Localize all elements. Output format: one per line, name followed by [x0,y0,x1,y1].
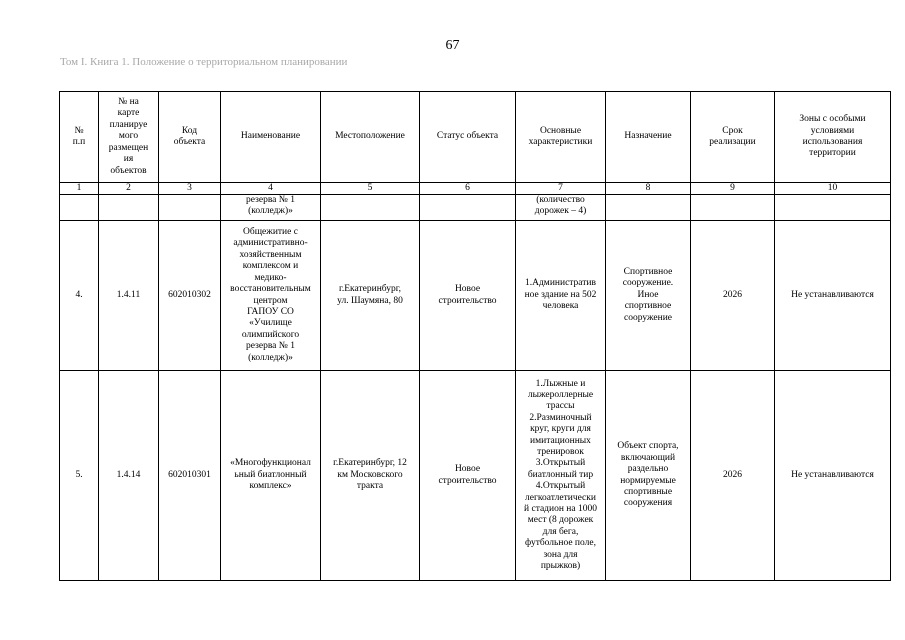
cell-line: Срок [722,125,743,136]
cell-line: комплексом и [242,261,299,272]
table-cell [516,195,606,221]
cell-line: планируе [109,119,148,130]
table-cell [691,221,775,371]
cell-line: Основные [539,125,582,136]
table-cell [606,371,691,581]
cell-line: футбольное поле, [525,538,596,549]
cell-line: 4.Открытый [535,481,586,492]
cell-line: ия [123,154,134,165]
cell-line: дорожек – 4) [534,206,587,217]
planning-table [59,91,891,581]
cell-line: й стадион на 1000 [524,504,597,515]
table-cell [221,221,321,371]
cell-line: нормируемые [620,475,676,486]
table-row [60,221,891,371]
table-cell [321,221,420,371]
cell-line: объектов [110,165,147,176]
cell-line: Наименование [240,131,301,142]
cell-line: легкоатлетически [525,492,596,503]
cell-line: медико- [254,272,287,283]
table-cell [99,221,159,371]
cell-line: 1.Лыжные и [535,378,586,389]
cell-line: 2026 [723,289,742,300]
cell-line: зона для [543,549,578,560]
cell-line: ГАПОУ СО [247,306,294,317]
cell-line: мого [118,131,139,142]
table-cell [606,195,691,221]
table-row [60,195,891,221]
cell-line: «Училище [249,318,292,329]
cell-line: резерва № 1 [246,195,295,205]
table-cell [420,221,516,371]
column-number: 2 [99,183,159,195]
cell-line: биатлонный тир [527,469,594,480]
column-number: 10 [775,183,891,195]
table-cell [221,195,321,221]
header-cell [99,92,159,183]
cell-line: № [74,125,84,136]
table-cell [159,371,221,581]
header-cell [606,92,691,183]
cell-line: Иное [637,289,659,300]
column-number: 4 [221,183,321,195]
cell-line: (колледж)» [248,352,293,363]
header-cell [159,92,221,183]
header-cell [221,92,321,183]
cell-line: карте [117,108,140,119]
table-header-row [60,92,891,183]
column-number: 9 [691,183,775,195]
cell-line: № на [118,97,139,108]
header-cell [321,92,420,183]
cell-line: строительство [438,475,497,486]
table-cell [775,221,891,371]
table-cell [60,371,99,581]
table-cell [420,195,516,221]
cell-line: спортивное [624,301,672,312]
table-cell [60,195,99,221]
cell-line: Общежитие с [243,227,298,238]
cell-line: размещен [108,142,149,153]
cell-line: резерва № 1 [246,341,295,352]
cell-line: Местоположение [335,131,405,142]
cell-line: тракта [356,481,384,492]
cell-line: 1.4.11 [116,289,141,300]
header-cell [420,92,516,183]
cell-line: человека [542,301,579,312]
cell-line: круг, круги для [530,424,591,435]
column-number: 5 [321,183,420,195]
table-cell [159,195,221,221]
page-number: 67 [445,38,460,53]
header-cell [775,92,891,183]
cell-line: Спортивное [623,266,673,277]
cell-line: Не устанавливаются [791,469,874,480]
cell-line: строительство [438,295,497,306]
table-cell [691,195,775,221]
cell-line: тренировок [537,446,584,457]
cell-line: 3.Открытый [535,458,586,469]
table-cell [775,371,891,581]
cell-line: г.Екатеринбург, [339,284,401,295]
cell-line: Код [181,125,198,136]
cell-line: сооружение. [622,278,674,289]
cell-line: 4. [75,289,83,300]
table-cell [606,221,691,371]
cell-line: 5. [75,469,83,480]
cell-line: олимпийского [241,329,300,340]
table-cell [99,371,159,581]
cell-line: использования [802,137,863,147]
cell-line: (колледж)» [248,206,293,217]
cell-line: 602010301 [168,469,211,480]
cell-line: раздельно [627,464,669,475]
header-note: Том I. Книга 1. Положение о территориальном планировании [60,56,348,68]
table-cell [516,221,606,371]
cell-line: км Московского [337,469,403,480]
cell-line: спортивные [623,486,673,497]
cell-line: Не устанавливаются [791,289,874,300]
cell-line: г.Екатеринбург, 12 [333,458,407,469]
cell-line: административно- [233,238,308,249]
cell-line: центром [253,295,288,306]
column-number: 6 [420,183,516,195]
cell-line: п.п [72,137,86,147]
cell-line: ьный биатлонный [234,469,307,480]
cell-line: 1.Административ [524,278,596,289]
cell-line: трассы [546,401,575,412]
cell-line: реализации [709,137,756,147]
column-number: 1 [60,183,99,195]
table-cell [420,371,516,581]
cell-line: объекта [173,137,206,147]
cell-line: комплекс» [249,481,292,492]
cell-line: 2026 [723,469,742,480]
header-cell [516,92,606,183]
table-cell [321,195,420,221]
table-cell [775,195,891,221]
cell-line: для бега, [542,526,579,537]
cell-line: сооружения [623,498,673,509]
column-number: 3 [159,183,221,195]
cell-line: ное здание на 502 [524,289,597,300]
cell-line: (количество [536,195,585,205]
table-cell [691,371,775,581]
table-cell [159,221,221,371]
table-cell [516,371,606,581]
table-cell [321,371,420,581]
cell-line: хозяйственным [239,249,302,260]
cell-line: лыжероллерные [527,389,594,400]
cell-line: мест (8 дорожек [527,515,594,526]
cell-line: восстановительным [230,284,311,295]
column-number-row [60,183,891,195]
table-cell [60,221,99,371]
cell-line: Объект спорта, [617,441,679,452]
table-cell [99,195,159,221]
cell-line: территории [809,148,856,159]
cell-line: 1.4.14 [116,469,141,480]
header-cell [60,92,99,183]
cell-line: характеристики [528,137,593,147]
cell-line: 602010302 [168,289,211,300]
cell-line: ул. Шаумяна, 80 [337,295,403,306]
cell-line: 2.Разминочный [529,412,592,423]
cell-line: сооружение [623,312,672,323]
cell-line: Новое [454,284,481,295]
table-row [60,371,891,581]
cell-line: имитационных [530,435,591,446]
cell-line: прыжков) [540,561,581,572]
header-cell [691,92,775,183]
cell-line: условиями [810,125,855,136]
cell-line: Статус объекта [436,131,499,142]
cell-line: Зоны с особыми [799,114,866,125]
table-cell [221,371,321,581]
column-number: 8 [606,183,691,195]
cell-line: Новое [454,464,481,475]
cell-line: Назначение [624,131,672,142]
cell-line: «Многофункционал [230,458,311,469]
cell-line: включающий [620,452,676,463]
column-number: 7 [516,183,606,195]
